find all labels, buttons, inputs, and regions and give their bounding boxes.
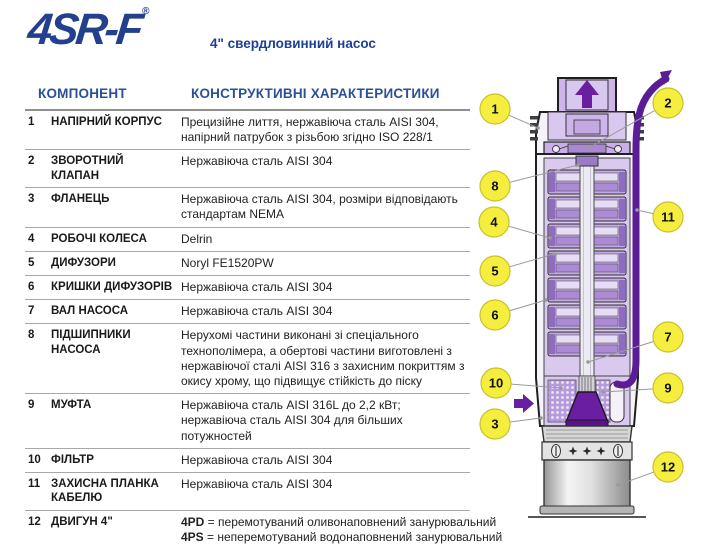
table-body — [25, 111, 503, 549]
callout-number-4: 4 — [490, 214, 498, 230]
registered-trademark-icon: ® — [142, 6, 150, 17]
component-number: 5 — [28, 256, 35, 269]
description-line: Нержавіюча сталь AISI 304 — [181, 477, 333, 492]
component-number: 12 — [28, 515, 41, 528]
table-row — [25, 394, 470, 449]
component-name: ДВИГУН 4" — [51, 515, 113, 528]
component-description — [181, 328, 470, 389]
column-header-component: КОМПОНЕНТ — [38, 86, 127, 101]
table-row — [25, 150, 470, 188]
component-number: 4 — [28, 232, 35, 245]
description-line: Нержавіюча сталь AISI 304, розміри відповідають стандартам NEMA — [181, 192, 458, 222]
callout-number-2: 2 — [664, 95, 672, 111]
component-number: 6 — [28, 281, 35, 294]
component-number: 7 — [28, 305, 35, 318]
component-description — [181, 515, 502, 545]
description-line: Нержавіюча сталь AISI 304 — [181, 452, 333, 467]
table-row — [25, 300, 470, 324]
table-row — [25, 228, 470, 252]
callout-number-6: 6 — [491, 307, 499, 323]
table-row — [25, 473, 470, 511]
callout-number-9: 9 — [664, 380, 672, 396]
callout-number-7: 7 — [664, 329, 672, 345]
column-header-characteristics: КОНСТРУКТИВНІ ХАРАКТЕРИСТИКИ — [191, 86, 440, 101]
component-description — [181, 154, 470, 169]
component-description — [181, 398, 470, 444]
component-description — [181, 232, 470, 247]
page-title: 4" свердловинний насос — [210, 36, 376, 51]
component-number: 11 — [28, 478, 41, 491]
component-description — [181, 453, 470, 468]
component-name: НАПІРНИЙ КОРПУС — [51, 116, 162, 128]
pump-cutaway-diagram — [470, 70, 704, 528]
components-table — [25, 86, 503, 549]
component-name: РОБОЧІ КОЛЕСА — [51, 232, 147, 245]
brand-logo — [25, 4, 150, 62]
description-line: 4PD = перемотуваний оливонаповнений занурювальний — [181, 514, 497, 529]
callout-number-3: 3 — [491, 416, 499, 432]
callout-number-8: 8 — [491, 178, 499, 194]
inlet-arrow-icon — [514, 394, 534, 413]
component-name: ПІДШИПНИКИ НАСОСА — [51, 329, 131, 356]
table-row — [25, 111, 470, 150]
component-description — [181, 477, 470, 492]
table-header-row — [25, 86, 470, 111]
component-name: МУФТА — [51, 399, 92, 412]
component-name: ФІЛЬТР — [51, 453, 94, 466]
component-description — [181, 304, 470, 319]
description-line: Нерухомі частини виконані зі спеціального технополімера, а обертові частини виготовлені з нержавіючої сталі AISI 316 з захисним покриттям з окису хрому, що підвищує стійкість до піску — [181, 328, 465, 389]
description-line: нержавіюча сталь AISI 304 для більших потужностей — [181, 413, 403, 443]
component-description — [181, 192, 470, 222]
motor — [528, 426, 646, 517]
description-line: Нержавіюча сталь AISI 304 — [181, 154, 333, 169]
component-name: ЗВОРОТНИЙ КЛАПАН — [51, 155, 124, 182]
component-number: 10 — [28, 453, 41, 466]
table-row — [25, 324, 470, 394]
component-description — [181, 115, 470, 145]
table-row — [25, 449, 470, 473]
component-name: ВАЛ НАСОСА — [51, 305, 129, 318]
description-line: Нержавіюча сталь AISI 316L до 2,2 кВт; — [181, 398, 401, 413]
callout-number-12: 12 — [660, 459, 676, 475]
callout-number-11: 11 — [661, 209, 675, 225]
callout-number-1: 1 — [491, 101, 499, 117]
component-name: КРИШКИ ДИФУЗОРІВ — [51, 281, 173, 294]
component-number: 1 — [28, 116, 35, 128]
component-description — [181, 256, 470, 271]
component-name: ДИФУЗОРИ — [51, 256, 116, 269]
component-number: 8 — [28, 329, 35, 342]
component-description — [181, 280, 470, 295]
pump-diagram-svg — [470, 70, 704, 528]
component-number: 9 — [28, 399, 35, 412]
description-line: Нержавіюча сталь AISI 304 — [181, 304, 333, 319]
component-number: 3 — [28, 193, 35, 206]
description-line: Delrin — [181, 231, 213, 246]
brand-logo-text: 4SR-F — [25, 5, 143, 54]
component-number: 2 — [28, 155, 35, 168]
description-line: 4PS = неперемотуваний водонаповнений занурювальний — [181, 530, 503, 545]
description-line: Нержавіюча сталь AISI 304 — [181, 280, 333, 295]
table-row — [25, 188, 470, 227]
table-row — [25, 511, 503, 549]
callout-number-10: 10 — [488, 375, 504, 391]
callout-number-5: 5 — [491, 263, 499, 279]
table-row — [25, 276, 470, 300]
discharge-head — [558, 78, 616, 112]
component-name: ЗАХИСНА ПЛАНКА КАБЕЛЮ — [51, 478, 159, 505]
description-line: Noryl FE1520PW — [181, 255, 274, 270]
description-line: Прецизійне лиття, нержавіюча сталь AISI 304, напірний патрубок з різьбою згідно ISO 228/1 — [181, 115, 439, 145]
table-row — [25, 252, 470, 276]
component-name: ФЛАНЕЦЬ — [51, 193, 110, 206]
